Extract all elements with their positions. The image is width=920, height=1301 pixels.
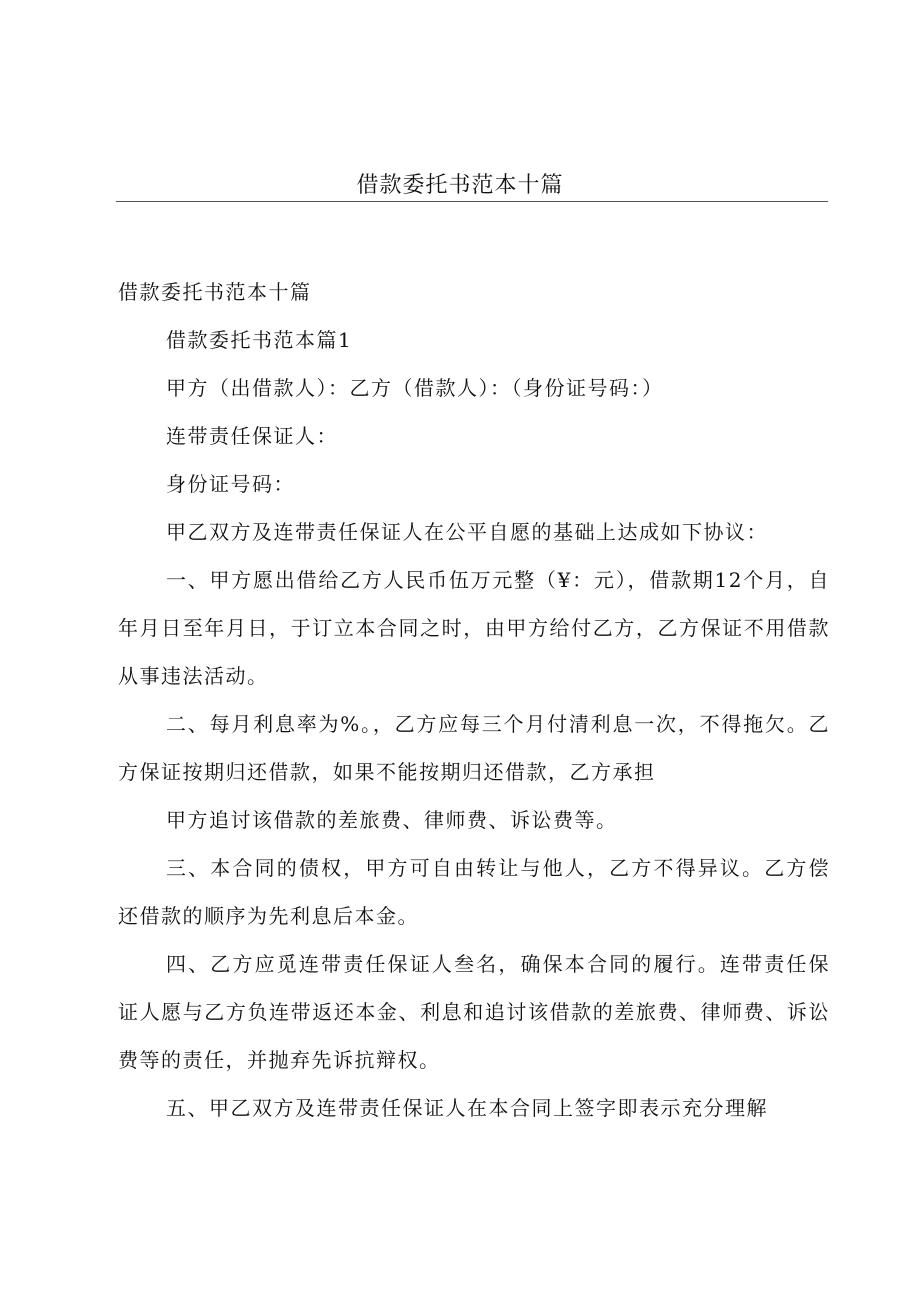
document-title: 借款委托书范本十篇 — [356, 173, 564, 198]
id-number-label: 身份证号码： — [166, 472, 295, 496]
title-underline — [116, 201, 828, 202]
clause-one: 一、甲方愿出借给乙方人民币伍万元整（¥：元），借款期12个月，自年月日至年月日，于订立本合同之时，由甲方给付乙方，乙方保证不用借款从事违法活动。 — [118, 568, 830, 688]
clause-two-continued: 甲方追讨该借款的差旅费、律师费、诉讼费等。 — [166, 808, 618, 832]
document-body — [118, 268, 830, 1132]
guarantor-label: 连带责任保证人： — [166, 424, 338, 448]
document-subtitle: 借款委托书范本十篇 — [118, 280, 312, 304]
parties-line: 甲方（出借款人）：乙方（借款人）：（身份证号码：） — [166, 376, 664, 400]
clause-four: 四、乙方应觅连带责任保证人叁名，确保本合同的履行。连带责任保证人愿与乙方负连带返还本金、利息和追讨该借款的差旅费、律师费、诉讼费等的责任，并抛弃先诉抗辩权。 — [118, 952, 830, 1072]
agreement-intro: 甲乙双方及连带责任保证人在公平自愿的基础上达成如下协议： — [166, 520, 768, 544]
clause-two: 二、每月利息率为%。，乙方应每三个月付清利息一次，不得拖欠。乙方保证按期归还借款，如果不能按期归还借款，乙方承担 — [118, 712, 830, 784]
section-heading: 借款委托书范本篇1 — [166, 328, 353, 352]
clause-three: 三、本合同的债权，甲方可自由转让与他人，乙方不得异议。乙方偿还借款的顺序为先利息后本金。 — [118, 856, 830, 928]
clause-five: 五、甲乙双方及连带责任保证人在本合同上签字即表示充分理解 — [166, 1096, 768, 1120]
